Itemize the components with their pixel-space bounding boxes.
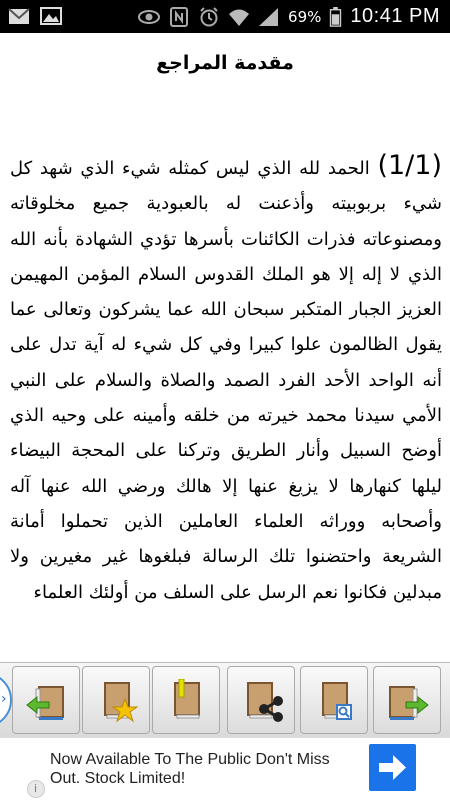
arrow-right-icon: [369, 744, 416, 791]
image-icon: [40, 6, 62, 26]
chevron-right-icon: ›: [1, 691, 7, 707]
ad-info-icon[interactable]: [27, 780, 45, 798]
status-bar: [0, 0, 450, 33]
signal-icon: [258, 7, 280, 27]
ad-text[interactable]: Now Available To The Public Don't Miss Out. Stock Limited!: [50, 751, 330, 787]
battery-icon: [329, 7, 342, 27]
bookmark-button[interactable]: [152, 666, 220, 734]
search-button[interactable]: [300, 666, 368, 734]
ad-arrow-button[interactable]: [369, 744, 416, 791]
ad-info-glyph: i: [34, 782, 38, 795]
page-title: مقدمة المراجع: [156, 52, 294, 74]
book-bookmark-icon: [165, 679, 209, 723]
book-star-icon: [95, 679, 139, 723]
clock: 10:41 PM: [350, 5, 440, 27]
paragraph-number: (1/1): [377, 150, 442, 181]
book-arrow-right-icon: [386, 679, 430, 723]
alarm-icon: [198, 7, 220, 27]
nfc-icon: [168, 7, 190, 27]
favorites-button[interactable]: [82, 666, 150, 734]
share-button[interactable]: [227, 666, 295, 734]
gmail-icon: [8, 6, 30, 26]
wifi-icon: [228, 7, 250, 27]
content-text: [10, 148, 442, 662]
book-share-icon: [240, 679, 284, 723]
next-page-button[interactable]: [373, 666, 441, 734]
eye-icon: [138, 7, 160, 27]
book-search-icon: [313, 679, 357, 723]
body-text: الحمد لله الذي ليس كمثله شيء الذي شهد كل شيء بربوبيته وأذعنت له بالعبودية جميع مخلوقاته ومصنوعاته فذرات الكائنات بأسرها تؤدي الشهادة بأنه الله الذي لا إله إلا هو الملك القدوس السلام المؤمن المهيمن العزيز الجبار المتكبر سبحان الله عما يشركون وتعالى عما يقول الظالمون علوا كبيرا وفي كل شيء له آية تدل على أنه الواحد الأحد الفرد الصمد والصلاة والسلام على النبي الأمي سيدنا محمد خيرته من خلقه وأمينه على وحيه الذي أوضح السبيل وأنار الطريق وتركنا على المحجة البيضاء ليلها كنهارها لا يزيغ عنها إلا هالك ورضي الله عنها آله وأصحابه ووراثه العلماء العاملين الذين تحملوا أمانة الشريعة واحتضنوا تلك الرسالة فبلغوها غير مغيرين ولا مبدلين فكانوا نعم الرسل على السلف من أولئك العلماء: [10, 158, 442, 603]
book-arrow-left-icon: [25, 679, 69, 723]
ad-banner[interactable]: [0, 737, 450, 801]
bottom-toolbar: [0, 662, 450, 738]
previous-page-button[interactable]: [12, 666, 80, 734]
battery-percent: 69%: [288, 7, 322, 26]
